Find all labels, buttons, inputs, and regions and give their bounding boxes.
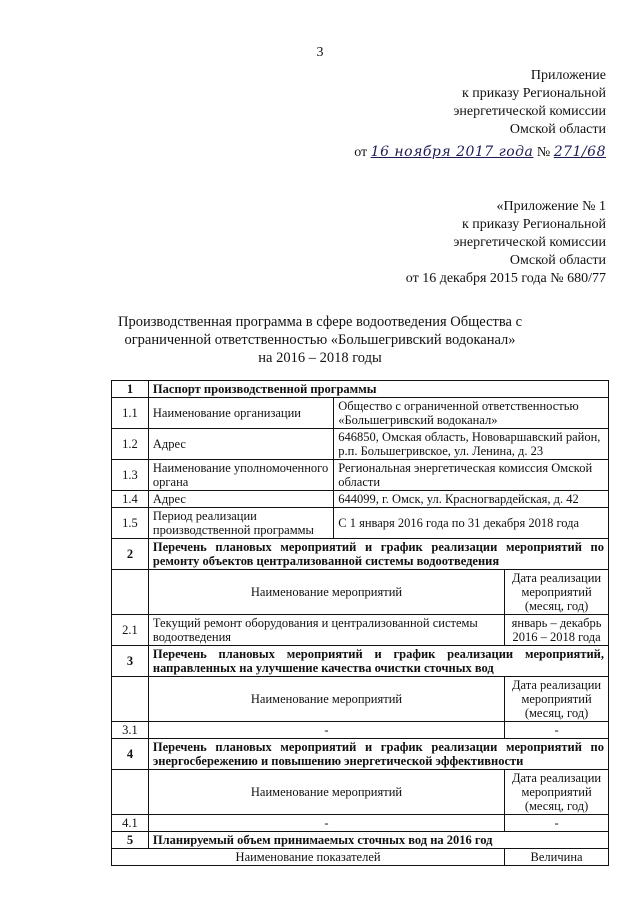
- appendix-line: к приказу Региональной: [461, 86, 606, 101]
- column-header-name: Наименование мероприятий: [148, 770, 504, 815]
- column-header-value: Величина: [505, 849, 609, 866]
- column-header-date: Дата реализации мероприятий (месяц, год): [505, 677, 609, 722]
- row-value: Региональная энергетическая комиссия Омской области: [334, 460, 609, 491]
- row-date: -: [505, 722, 609, 739]
- section-header-row: [112, 646, 609, 677]
- row-number: 1.5: [112, 508, 149, 539]
- section-title: Перечень плановых мероприятий и график реализации мероприятий по ремонту объектов централизованной системы водоотведения: [148, 539, 608, 570]
- appendix-line: «Приложение № 1: [496, 199, 606, 214]
- section-number: 5: [112, 832, 149, 849]
- section-header-row: [112, 832, 609, 849]
- section-header-row: [112, 739, 609, 770]
- column-header-date: Дата реализации мероприятий (месяц, год): [505, 770, 609, 815]
- row-value: 644099, г. Омск, ул. Красногвардейская, д. 42: [334, 491, 609, 508]
- section-title: Паспорт производственной программы: [148, 381, 608, 398]
- table-row: [112, 491, 609, 508]
- title-line: Производственная программа в сфере водоотведения Общества с: [117, 314, 523, 330]
- column-header-row: [112, 770, 609, 815]
- page-number: 3: [316, 45, 324, 60]
- column-header-row: [112, 677, 609, 722]
- section-number: 3: [112, 646, 149, 677]
- row-number: 4.1: [112, 815, 149, 832]
- number-sign: №: [536, 145, 551, 160]
- row-label: Наименование организации: [148, 398, 333, 429]
- title-line: на 2016 – 2018 годы: [258, 350, 382, 366]
- table-row: [112, 815, 609, 832]
- row-number: 3.1: [112, 722, 149, 739]
- section-header-row: [112, 381, 609, 398]
- row-value: С 1 января 2016 года по 31 декабря 2018 года: [334, 508, 609, 539]
- appendix-line: энергетической комиссии: [453, 235, 606, 250]
- row-date: -: [505, 815, 609, 832]
- column-header-name: Наименование мероприятий: [148, 677, 504, 722]
- row-label: Адрес: [148, 491, 333, 508]
- appendix-line: Приложение: [530, 68, 606, 83]
- appendix-current-header: [354, 67, 606, 162]
- row-label: Период реализации производственной программы: [148, 508, 333, 539]
- title-line: ограниченной ответственностью «Большегривский водоканал»: [124, 332, 516, 348]
- program-table: [111, 380, 609, 866]
- table-row: [112, 429, 609, 460]
- from-prefix: от: [354, 145, 368, 160]
- appendix-line: Омской области: [509, 122, 606, 137]
- row-label: Наименование уполномоченного органа: [148, 460, 333, 491]
- appendix-line: энергетической комиссии: [453, 104, 606, 119]
- column-header-indicator: Наименование показателей: [112, 849, 505, 866]
- row-number: 2.1: [112, 615, 149, 646]
- row-number: 1.1: [112, 398, 149, 429]
- section-number: 4: [112, 739, 149, 770]
- document-title: [0, 313, 640, 367]
- appendix-line: к приказу Региональной: [461, 217, 606, 232]
- row-date: январь – декабрь 2016 – 2018 года: [505, 615, 609, 646]
- table-row: [112, 615, 609, 646]
- table-row: [112, 460, 609, 491]
- row-number: 1.3: [112, 460, 149, 491]
- row-name: Текущий ремонт оборудования и централизованной системы водоотведения: [148, 615, 504, 646]
- handwritten-number: 271/68: [553, 144, 606, 160]
- row-name: -: [148, 722, 504, 739]
- section-title: Перечень плановых мероприятий и график реализации мероприятий по энергосбережению и повышению энергетической эффективности: [148, 739, 608, 770]
- column-header-date: Дата реализации мероприятий (месяц, год): [505, 570, 609, 615]
- section-number: 2: [112, 539, 149, 570]
- column-header-row: [112, 849, 609, 866]
- order-date-line: [354, 143, 606, 162]
- table-row: [112, 722, 609, 739]
- row-value: Общество с ограниченной ответственностью «Большегривский водоканал»: [334, 398, 609, 429]
- table-row: [112, 398, 609, 429]
- column-header-row: [112, 570, 609, 615]
- row-number: 1.2: [112, 429, 149, 460]
- appendix-original-header: [406, 198, 606, 288]
- appendix-line: от 16 декабря 2015 года № 680/77: [405, 271, 606, 286]
- row-name: -: [148, 815, 504, 832]
- column-header-name: Наименование мероприятий: [148, 570, 504, 615]
- appendix-line: Омской области: [509, 253, 606, 268]
- table-row: [112, 508, 609, 539]
- row-number: 1.4: [112, 491, 149, 508]
- row-label: Адрес: [148, 429, 333, 460]
- handwritten-date: 16 ноября 2017 года: [370, 144, 534, 160]
- section-title: Перечень плановых мероприятий и график реализации мероприятий, направленных на улучшение качества очистки сточных вод: [148, 646, 608, 677]
- section-header-row: [112, 539, 609, 570]
- section-number: 1: [112, 381, 149, 398]
- section-title: Планируемый объем принимаемых сточных вод на 2016 год: [148, 832, 608, 849]
- row-value: 646850, Омская область, Нововаршавский район, р.п. Большегривское, ул. Ленина, д. 23: [334, 429, 609, 460]
